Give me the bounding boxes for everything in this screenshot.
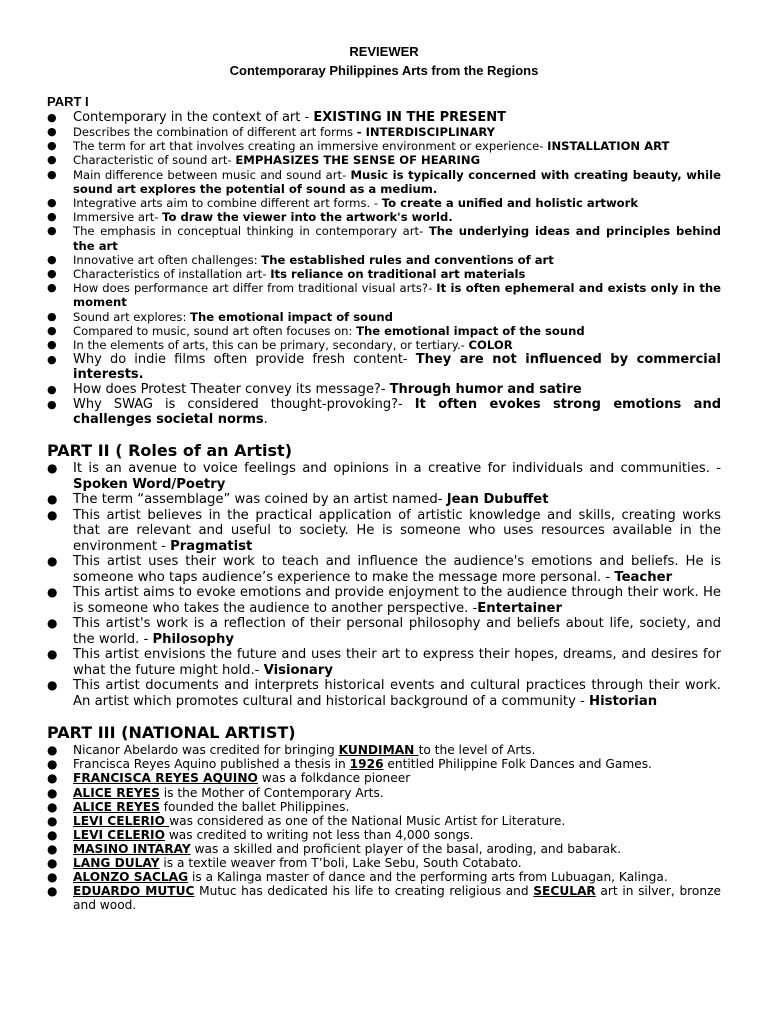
bullet-icon: ● [47,383,57,397]
item-emphasis [73,814,169,828]
item-answer: Entertainer [477,600,563,616]
list-item [47,196,721,210]
item-question: How does performance art differ from traditional visual arts?- [73,281,437,296]
item-question: Why SWAG is considered thought-provoking?- [73,397,415,413]
bullet-icon: ● [47,585,58,600]
part3-list [47,743,721,912]
bullet-icon: ● [47,616,58,631]
item-emphasis-text: EDUARDO MUTUC [73,884,195,899]
list-item [47,382,721,397]
bullet-icon: ● [47,252,57,266]
bullet-icon: ● [47,210,57,224]
item-answer: The underlying ideas and principles behind the art [73,224,721,253]
item-emphasis-text: KUNDIMAN [338,743,419,758]
list-item [47,828,721,842]
bullet-icon: ● [47,554,58,569]
item-question: Main difference between music and sound art- [73,167,351,182]
item-answer: They are not influenced by commercial interests. [73,352,721,383]
item-question: Compared to music, sound art often focuses on: [73,323,357,338]
bullet-icon: ● [47,196,57,210]
item-answer: To draw the viewer into the artwork's world. [162,210,453,225]
bullet-icon: ● [47,167,57,181]
bullet-icon: ● [47,884,58,899]
item-text: was credited to writing not less than 4,000 songs. [164,827,474,842]
part1-heading: PART I [47,94,89,109]
item-text: to the level of Arts. [418,743,536,758]
bullet-icon: ● [47,507,58,522]
list-item [47,310,721,324]
item-emphasis-text: MASINO INTARAY [73,841,191,856]
bullet-icon: ● [47,856,58,870]
item-emphasis [73,842,191,856]
item-answer: The emotional impact of sound [190,309,393,324]
item-emphasis-text: LANG DULAY [73,856,160,870]
list-item [47,139,721,153]
item-question: Immersive art- [73,210,163,225]
item-emphasis [350,757,384,771]
item-question: This artist aims to evoke emotions and provide enjoyment to the audience through their work. He is someone who takes the audience to another perspective. - [73,585,721,616]
list-item [47,554,721,585]
list-item [47,771,721,785]
item-answer: Its reliance on traditional art materials [270,267,526,282]
bullet-icon: ● [47,647,58,662]
bullet-icon: ● [47,785,58,800]
bullet-icon: ● [47,398,57,412]
list-item [47,253,721,267]
bullet-icon: ● [47,224,57,238]
bullet-icon: ● [47,267,57,281]
list-item [47,224,721,252]
item-answer: The emotional impact of the sound [356,323,585,338]
item-answer: Historian [589,693,658,709]
bullet-icon: ● [47,125,57,138]
list-item [47,884,721,912]
bullet-icon: ● [47,153,57,167]
item-question: Sound art explores: [73,309,191,324]
item-text: Francisca Reyes Aquino published a thesis in [73,757,350,772]
item-emphasis-text: ALICE REYES [73,799,160,814]
item-text: is a Kalinga master of dance and the performing arts from Lubuagan, Kalinga. [188,870,668,885]
item-question: This artist's work is a reflection of their personal philosophy and beliefs about life, society, and the world. - [73,616,721,647]
item-emphasis-text: 1926 [349,757,384,772]
bullet-icon: ● [47,338,57,352]
bullet-icon: ● [47,827,58,842]
item-answer: Pragmatist [170,538,253,554]
bullet-icon: ● [47,139,57,153]
item-text: was considered as one of the National Music Artist for Literature. [169,813,566,828]
bullet-icon: ● [47,841,58,856]
item-question: How does Protest Theater convey its message?- [73,382,390,398]
item-text: Nicanor Abelardo was credited for bringing [73,743,339,758]
item-question: It is an avenue to voice feelings and opinions in a creative for individuals and communities. - [73,461,721,477]
list-item [47,870,721,884]
item-emphasis-text: LEVI CELERIO [73,827,165,842]
item-emphasis [73,800,160,814]
item-answer: To create a unified and holistic artwork [381,196,639,211]
bullet-icon: ● [47,461,58,476]
item-emphasis-text: FRANCISCA REYES AQUINO [73,771,258,786]
list-item [47,800,721,814]
list-item [47,210,721,224]
item-answer: INSTALLATION ART [547,139,670,154]
list-item [47,324,721,338]
item-text: was a folkdance pioneer [257,771,411,786]
item-emphasis-text: SECULAR [533,884,596,899]
item-question: The emphasis in conceptual thinking in contemporary art- [73,224,429,239]
part1-list [47,110,721,427]
item-emphasis [73,828,165,842]
bullet-icon: ● [47,281,57,295]
bullet-icon: ● [47,111,57,124]
item-question: Innovative art often challenges: [73,252,262,267]
item-answer: Visionary [263,662,333,678]
item-question: This artist documents and interprets historical events and cultural practices through their work. An artist which promotes cultural and historical background of a community - [73,678,721,709]
item-emphasis [73,771,258,785]
item-answer: Music is typically concerned with creating beauty, while sound art explores the potential of sound as a medium. [73,167,721,196]
part2-list [47,461,721,709]
list-item [47,281,721,309]
item-question: This artist believes in the practical application of artistic knowledge and skills, creating works that are relevant and useful to society. He is someone who uses resources available in the environment - [73,507,721,554]
bullet-icon: ● [47,309,57,323]
bullet-icon: ● [47,323,57,337]
item-text: is the Mother of Contemporary Arts. [159,785,384,800]
item-answer: COLOR [468,338,513,353]
list-item [47,814,721,828]
list-item [47,338,721,352]
item-question: Why do indie films often provide fresh content- [73,352,416,368]
list-item [47,842,721,856]
bullet-icon: ● [47,771,58,786]
item-answer: Jean Dubuffet [446,492,549,508]
item-emphasis [339,743,419,757]
part3-heading: PART III (NATIONAL ARTIST) [47,723,296,743]
bullet-icon: ● [47,678,58,693]
item-emphasis-text: ALICE REYES [73,785,160,800]
list-item [47,678,721,709]
document-title: REVIEWER [349,44,419,59]
item-answer: EXISTING IN THE PRESENT [313,110,507,125]
list-item [47,508,721,555]
item-emphasis [73,870,188,884]
bullet-icon: ● [47,353,57,367]
list-item [47,786,721,800]
item-answer: The established rules and conventions of art [261,252,554,267]
list-item [47,397,721,427]
item-emphasis [533,884,596,898]
item-emphasis [73,856,160,870]
list-item [47,110,721,125]
item-text: was a skilled and proficient player of the basal, aroding, and babarak. [190,841,622,856]
item-question: Characteristics of installation art- [73,267,271,282]
item-tail: . [263,412,268,428]
bullet-icon: ● [47,870,58,885]
item-question: This artist uses their work to teach and influence the audience's emotions and beliefs. He is someone who taps audience’s experience to make the message more personal. - [73,554,721,585]
item-emphasis [73,884,194,898]
document-subtitle: Contemporaray Philippines Arts from the Regions [229,63,539,78]
part2-heading: PART II ( Roles of an Artist) [47,441,292,461]
item-text: Mutuc has dedicated his life to creating religious and [194,884,534,899]
list-item [47,125,721,139]
bullet-icon: ● [47,799,58,814]
item-answer: - INTERDISCIPLINARY [356,125,496,139]
item-question: The term for art that involves creating an immersive environment or experience- [73,139,548,154]
item-text: founded the ballet Philippines. [159,799,350,814]
item-question: Characteristic of sound art- [73,153,236,168]
item-answer: EMPHASIZES THE SENSE OF HEARING [235,153,481,168]
list-item [47,743,721,757]
item-emphasis [73,786,160,800]
item-answer: Teacher [614,569,673,585]
document-page [47,42,721,912]
item-answer: Through humor and satire [389,382,582,398]
item-answer: Philosophy [152,631,234,647]
item-emphasis-text: ALONZO SACLAG [73,870,189,885]
list-item [47,647,721,678]
list-item [47,168,721,196]
list-item [47,757,721,771]
item-question: Describes the combination of different art forms [73,125,357,139]
list-item [47,267,721,281]
item-emphasis-text: LEVI CELERIO [73,813,170,828]
item-question: In the elements of arts, this can be primary, secondary, or tertiary.- [73,338,469,353]
list-item [47,461,721,492]
bullet-icon: ● [47,492,58,507]
list-item [47,352,721,382]
bullet-icon: ● [47,743,58,758]
item-question: The term “assemblage” was coined by an artist named- [73,492,447,508]
list-item [47,856,721,870]
bullet-icon: ● [47,757,58,772]
bullet-icon: ● [47,813,58,828]
list-item [47,616,721,647]
item-text: art in silver, bronze and wood. [73,884,721,913]
list-item [47,492,721,508]
item-answer: It often evokes strong emotions and challenges societal norms [73,397,722,428]
item-text: is a textile weaver from T’boli, Lake Sebu, South Cotabato. [159,856,522,870]
item-text: entitled Philippine Folk Dances and Games. [383,757,652,772]
item-question: This artist envisions the future and uses their art to express their hopes, dreams, and desires for what the future might hold.- [73,647,721,678]
item-answer: It is often ephemeral and exists only in the moment [73,281,721,310]
list-item [47,585,721,616]
item-answer: Spoken Word/Poetry [73,476,226,492]
item-question: Contemporary in the context of art - [73,110,314,125]
list-item [47,153,721,167]
item-question: Integrative arts aim to combine different art forms. - [73,196,382,211]
